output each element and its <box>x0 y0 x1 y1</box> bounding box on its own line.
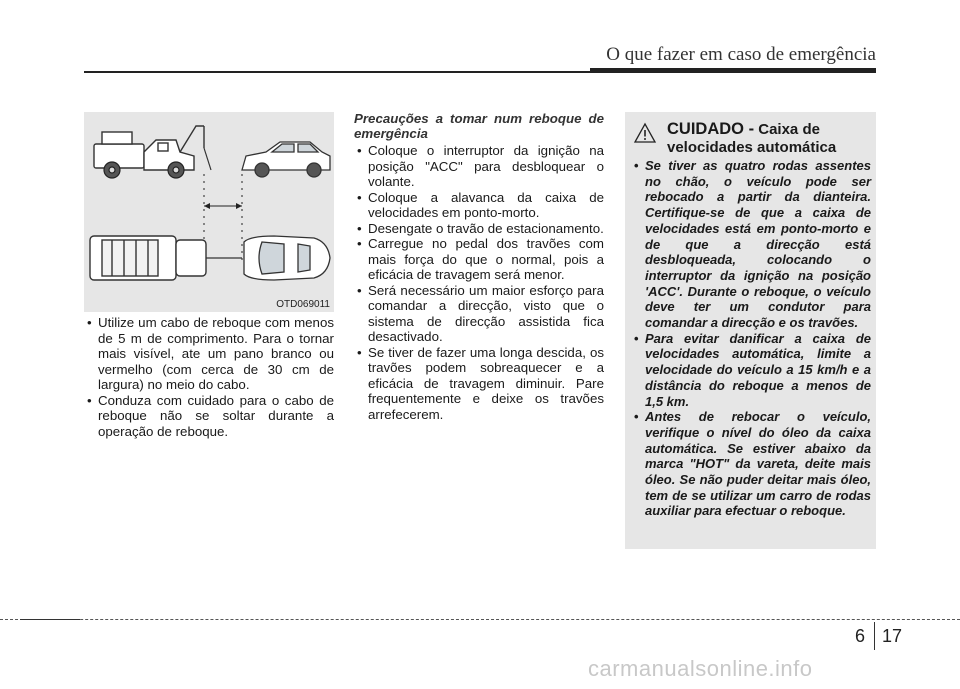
tow-truck-top <box>90 236 242 280</box>
list-item: • Coloque a alavanca da caixa de velocidades em ponto-morto. <box>354 190 604 221</box>
footer-rule-accent <box>20 619 80 620</box>
towing-illustration <box>84 112 334 312</box>
list-item: • Se tiver as quatro rodas assentes no chão, o veículo pode ser rebocado a partir da dianteira. Certifique-se de que a caixa de velocidades está em ponto-morto e de que a direcção está desbloqueada, colocando o interruptor da ignição na posição 'ACC'. Durante o reboque, o veículo deve ter um condutor para comandar a direcção e os travões. <box>631 158 871 331</box>
caution-label: CUIDADO - <box>667 120 755 138</box>
caution-subject-line2: velocidades automática <box>667 139 837 156</box>
list-item: • Se tiver de fazer uma longa descida, os travões podem sobreaquecer e a eficácia de travagem diminuir. Pare frequentemente e deixe os travões arrefecerem. <box>354 345 604 423</box>
caution-box <box>625 112 876 549</box>
emergency-towing-precautions <box>354 111 604 422</box>
page-number-divider <box>874 622 875 650</box>
figure-code: OTD069011 <box>276 299 330 310</box>
watermark: carmanualsonline.info <box>588 656 813 681</box>
chapter-number: 6 <box>855 626 866 646</box>
list-item: • Coloque o interruptor da ignição na posição "ACC" para desbloquear o volante. <box>354 143 604 190</box>
tow-truck-diagram <box>84 112 334 312</box>
header-rule-accent <box>590 68 876 73</box>
page-number: 17 <box>882 626 903 646</box>
precautions-heading: Precauções a tomar num reboque de emergência <box>354 111 604 141</box>
caution-list <box>631 158 871 519</box>
towing-instructions-column <box>84 315 334 439</box>
list-item: • Antes de rebocar o veículo, verifique o nível do óleo da caixa automática. Se estiver abaixo da marca "HOT" da vareta, deite mais óleo. Se não puder deitar mais óleo, tem de se utilizar um carro de rodas auxiliar para efectuar o reboque. <box>631 409 871 519</box>
footer-rule <box>0 619 960 620</box>
towed-car-top <box>244 236 330 280</box>
list-item: • Será necessário um maior esforço para comandar a direcção, visto que o sistema de direcção assistida fica desactivado. <box>354 283 604 345</box>
caution-title <box>667 120 836 157</box>
section-title: O que fazer em caso de emergência <box>606 44 876 65</box>
list-item: • Desengate o travão de estacionamento. <box>354 221 604 237</box>
caution-subject: Caixa de <box>758 121 820 138</box>
towed-car-side <box>242 142 330 177</box>
list-item: • Carregue no pedal dos travões com mais força do que o normal, pois a eficácia de travagem será menor. <box>354 236 604 283</box>
list-item: • Conduza com cuidado para o cabo de reboque não se soltar durante a operação de reboque. <box>84 393 334 440</box>
list-item: • Utilize um cabo de reboque com menos de 5 m de comprimento. Para o tornar mais visível, ate um pano branco ou vermelho (com cerca de 30 cm de largura) no meio do cabo. <box>84 315 334 393</box>
list-item: • Para evitar danificar a caixa de velocidades automática, limite a velocidade do veículo a 15 km/h e a distância do reboque a menos de 1,5 km. <box>631 331 871 410</box>
warning-triangle-icon <box>633 122 657 144</box>
